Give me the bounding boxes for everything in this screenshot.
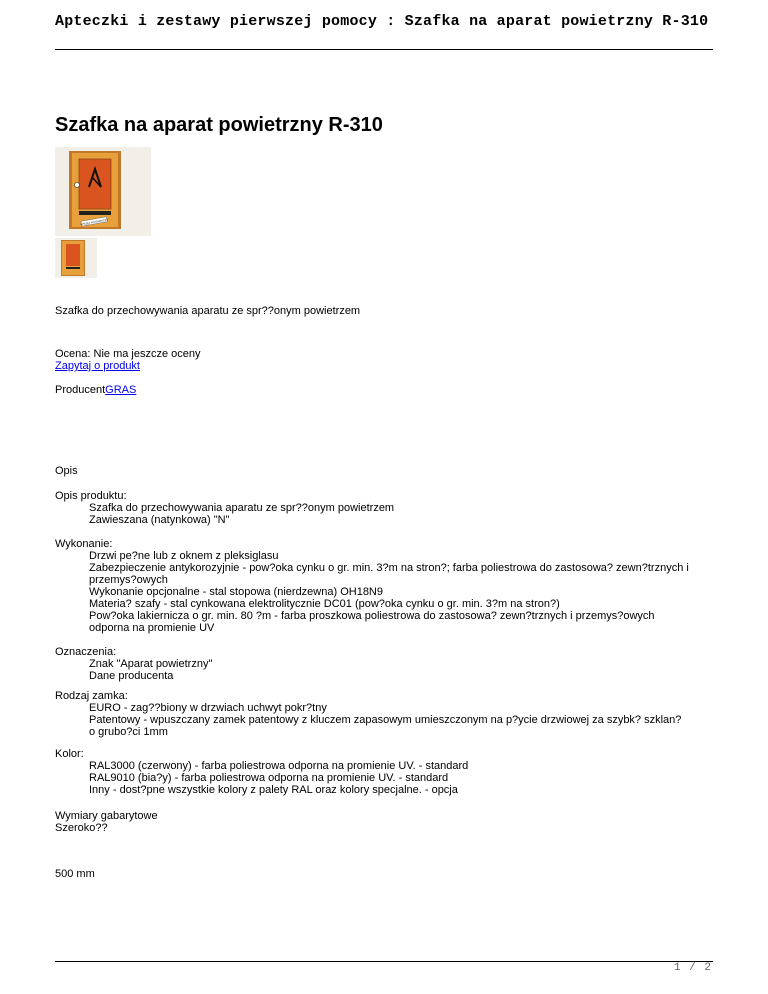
description-heading: Opis bbox=[55, 465, 78, 477]
product-title: Szafka na aparat powietrzny R-310 bbox=[55, 114, 383, 136]
section-heading-kolor: Kolor: bbox=[55, 748, 84, 760]
producer-link[interactable]: GRAS bbox=[105, 384, 137, 396]
kolor-line: Inny - dost?pne wszystkie kolory z palety RAL oraz kolory specjalne. - opcja bbox=[89, 784, 458, 796]
product-image-label: SPRZĘT RATOWNICZY bbox=[80, 218, 109, 227]
opis-line: Szafka do przechowywania aparatu ze spr??onym powietrzem bbox=[89, 502, 395, 514]
width-value: 500 mm bbox=[55, 868, 95, 880]
kolor-line: RAL9010 (bia?y) - farba poliestrowa odporna na promienie UV. - standard bbox=[89, 772, 449, 784]
wykonanie-line: Drzwi pe?ne lub z oknem z pleksiglasu bbox=[89, 550, 279, 562]
section-heading-wykonanie: Wykonanie: bbox=[55, 538, 113, 550]
short-description: Szafka do przechowywania aparatu ze spr??onym powietrzem bbox=[55, 305, 361, 317]
wykonanie-line: Pow?oka lakiernicza o gr. min. 80 ?m - farba proszkowa poliestrowa do zastosowa? zewn?trznych i przemys?owych odporna na promienie UV bbox=[89, 610, 655, 634]
header-divider bbox=[55, 49, 713, 50]
rating-text: Ocena: Nie ma jeszcze oceny bbox=[55, 348, 201, 360]
producer-line bbox=[55, 384, 136, 396]
page-header: Apteczki i zestawy pierwszej pomocy : Szafka na aparat powietrzny R-310 bbox=[55, 13, 709, 30]
zamek-line: EURO - zag??biony w drzwiach uchwyt pokr?tny bbox=[89, 702, 327, 714]
section-heading-oznaczenia: Oznaczenia: bbox=[55, 646, 117, 658]
page-number: 1 / 2 bbox=[673, 962, 712, 974]
ask-about-product-link[interactable]: Zapytaj o produkt bbox=[55, 360, 140, 372]
oznaczenia-line: Znak "Aparat powietrzny" bbox=[89, 658, 213, 670]
wykonanie-line: Wykonanie opcjonalne - stal stopowa (nierdzewna) OH18N9 bbox=[89, 586, 383, 598]
oznaczenia-line: Dane producenta bbox=[89, 670, 174, 682]
footer-divider bbox=[55, 961, 713, 962]
wykonanie-line: Zabezpieczenie antykorozyjnie - pow?oka cynku o gr. min. 3?m na stron?; farba poliestrowa do zastosowa? zewn?trznych i przemys?owych bbox=[89, 562, 689, 586]
product-thumbnail-image[interactable] bbox=[55, 238, 97, 278]
producer-label: Producent bbox=[55, 384, 106, 396]
opis-line: Zawieszana (natynkowa) "N" bbox=[89, 514, 230, 526]
kolor-line: RAL3000 (czerwony) - farba poliestrowa odporna na promienie UV. - standard bbox=[89, 760, 469, 772]
width-label: Szeroko?? bbox=[55, 822, 108, 834]
section-heading-zamek: Rodzaj zamka: bbox=[55, 690, 128, 702]
wykonanie-line: Materia? szafy - stal cynkowana elektrolitycznie DC01 (pow?oka cynku o gr. min. 3?m na stron?) bbox=[89, 598, 560, 610]
zamek-line: Patentowy - wpuszczany zamek patentowy z kluczem zapasowym umieszczonym na p?ycie drzwiowej za szybk? szklan? o grubo?ci 1mm bbox=[89, 714, 682, 738]
section-heading-opis: Opis produktu: bbox=[55, 490, 127, 502]
product-main-image[interactable] bbox=[55, 147, 151, 236]
dimensions-heading: Wymiary gabarytowe bbox=[55, 810, 158, 822]
